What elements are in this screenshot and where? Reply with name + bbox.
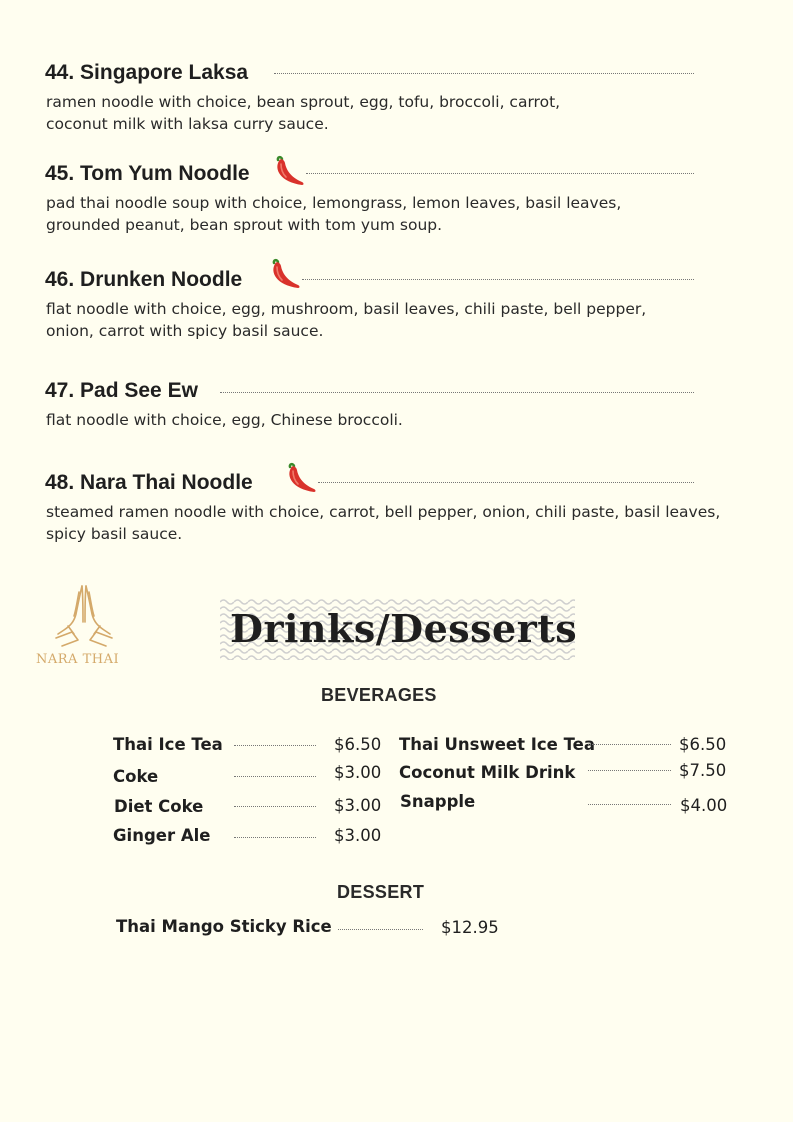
item-title: 46. Drunken Noodle: [45, 268, 243, 291]
leader-dots: [234, 776, 316, 777]
leader-dots: [274, 73, 694, 74]
chili-pepper-icon: [284, 462, 318, 496]
dessert-price: $12.95: [441, 918, 499, 937]
desc-line: grounded peanut, bean sprout with tom yum soup.: [46, 215, 443, 234]
item-title: 47. Pad See Ew: [45, 379, 198, 402]
leader-dots: [318, 482, 694, 483]
desc-line: flat noodle with choice, egg, mushroom, basil leaves, chili paste, bell pepper,: [46, 300, 647, 318]
drink-price: $3.00: [334, 826, 382, 845]
section-title: Drinks/Desserts: [230, 606, 578, 651]
item-description: [46, 502, 766, 545]
leader-dots: [588, 770, 671, 771]
leader-dots: [220, 392, 694, 393]
drink-name: Coconut Milk Drink: [399, 763, 576, 782]
leader-dots: [234, 806, 316, 807]
drink-name: Ginger Ale: [113, 826, 211, 845]
desc-line: ramen noodle with choice, bean sprout, egg, tofu, broccoli, carrot,: [46, 93, 561, 111]
dessert-heading: DESSERT: [337, 882, 425, 902]
drink-name: Thai Ice Tea: [113, 735, 223, 754]
item-description: [46, 410, 766, 432]
drink-price: $6.50: [334, 735, 382, 754]
leader-dots: [234, 837, 316, 838]
leader-dots: [588, 804, 671, 805]
drink-price: $3.00: [334, 763, 382, 782]
leader-dots: [588, 744, 671, 745]
drink-price: $6.50: [679, 735, 727, 754]
beverages-heading: BEVERAGES: [321, 685, 437, 705]
chili-pepper-icon: [272, 155, 306, 189]
desc-line: steamed ramen noodle with choice, carrot, bell pepper, onion, chili paste, basil leaves,: [46, 503, 721, 521]
drink-price: $7.50: [679, 761, 727, 780]
drink-name: Diet Coke: [114, 797, 204, 816]
leader-dots: [234, 745, 316, 746]
chili-pepper-icon: [268, 258, 302, 292]
desc-line: flat noodle with choice, egg, Chinese broccoli.: [46, 411, 403, 429]
desc-line: spicy basil sauce.: [46, 524, 183, 543]
desc-line: pad thai noodle soup with choice, lemongrass, lemon leaves, basil leaves,: [46, 194, 622, 212]
leader-dots: [302, 279, 694, 280]
desc-line: onion, carrot with spicy basil sauce.: [46, 321, 324, 340]
item-title: 48. Nara Thai Noodle: [45, 471, 253, 494]
drink-price: $3.00: [334, 796, 382, 815]
drink-price: $4.00: [680, 796, 728, 815]
leader-dots: [306, 173, 694, 174]
item-description: [46, 193, 766, 236]
brand-logo: [36, 582, 136, 672]
desc-line: coconut milk with laksa curry sauce.: [46, 114, 329, 133]
item-description: [46, 92, 766, 135]
praying-hands-icon: [52, 582, 116, 648]
leader-dots: [338, 929, 423, 930]
drink-name: Snapple: [400, 792, 476, 811]
drink-name: Coke: [113, 767, 159, 786]
item-description: [46, 299, 766, 342]
dessert-name: Thai Mango Sticky Rice: [116, 917, 332, 936]
drink-name: Thai Unsweet Ice Tea: [399, 735, 596, 754]
item-title: 44. Singapore Laksa: [45, 61, 249, 84]
item-title: 45. Tom Yum Noodle: [45, 162, 250, 185]
logo-text: NARA THAI: [36, 652, 120, 667]
